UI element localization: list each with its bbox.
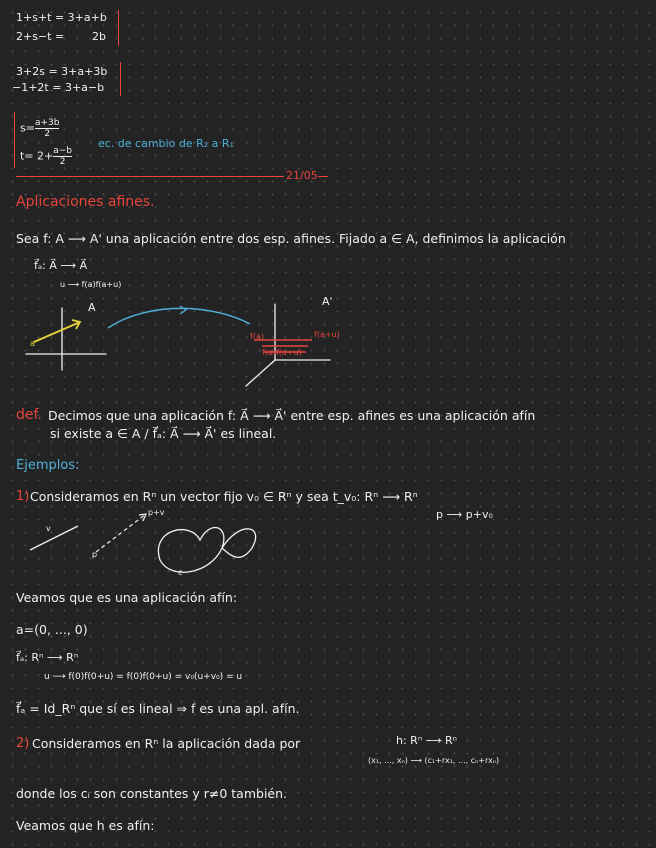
equation-2-rhs: 2b [92, 30, 106, 43]
examples-title: Ejemplos: [16, 458, 80, 473]
t-lhs: t= 2+ [20, 149, 54, 163]
fig-label-pv: p+v [148, 508, 165, 517]
t-denominator: 2 [59, 157, 66, 167]
map-rule: u ⟶ f(a)f(a+u) [60, 280, 122, 289]
section-title: Aplicaciones afines. [16, 194, 155, 210]
label-fau: f(a+u) [314, 330, 340, 339]
example-1-map: p ⟶ p+v₀ [436, 508, 493, 521]
definition-line-1: Decimos que una aplicación f: A⃗ ⟶ A⃗' entre esp. afines es una aplicación afín [48, 408, 536, 423]
example-1-text: Consideramos en Rⁿ un vector fijo v₀ ∈ Rⁿ y sea t_v₀: Rⁿ ⟶ Rⁿ [30, 489, 418, 504]
equation-3: 3+2s = 3+a+3b [16, 65, 108, 78]
example-1-number: 1) [16, 489, 30, 504]
blob-shape [158, 528, 255, 573]
vector-v-arrow [30, 526, 78, 550]
label-fa: f(a) [250, 332, 264, 341]
example-1-conclusion: f⃗ₐ = Id_Rⁿ que sí es lineal ⇒ f es una apl. afín. [16, 701, 300, 716]
label-A-prime: A' [322, 295, 333, 308]
h-mapping: (x₁, ..., xₙ) ⟶ (c₁+rx₁, ..., cₙ+rxₙ) [368, 756, 500, 765]
verify-text-1: Veamos que es una aplicación afín: [16, 590, 238, 605]
equation-2: 2+s−t = [16, 30, 65, 43]
example-2-where: donde los cᵢ son constantes y r≠0 también. [16, 786, 288, 801]
fig-label-c: c [178, 568, 183, 577]
label-a: a [30, 339, 35, 348]
change-note: ec. de cambio de R₂ a R₁ [98, 137, 234, 150]
equation-1: 1+s+t = 3+a+b [16, 11, 107, 24]
example-2-number: 2) [16, 736, 30, 751]
example-2-text: Consideramos en Rⁿ la aplicación dada por [32, 736, 301, 751]
definition-tag: def. [16, 407, 42, 423]
example-1-map-def: f⃗ₐ: Rⁿ ⟶ Rⁿ [16, 651, 79, 664]
definition-line-2: si existe a ∈ A / f⃗ₐ: A⃗ ⟶ A⃗' es lineal. [50, 426, 277, 441]
fig-label-p: p [92, 550, 98, 559]
verify-text-2: Veamos que h es afín: [16, 818, 155, 833]
s-lhs: s= [20, 121, 35, 135]
label-A: A [88, 301, 96, 314]
s-numerator: a+3b [34, 118, 60, 128]
translation-dashed-arrow [96, 514, 146, 552]
map-definition: f⃗ₐ: A⃗ ⟶ A⃗ [34, 259, 88, 272]
h-definition: h: Rⁿ ⟶ Rⁿ [396, 734, 457, 747]
label-vector: f(a)f(a+u) [262, 348, 302, 357]
equation-4: −1+2t = 3+a−b [12, 81, 105, 94]
translation-arrowhead [139, 514, 146, 521]
example-1-map-rule: u ⟶ f(0)f(0+u) = f(0)f(0+u) = v₀(u+v₀) = u [44, 672, 243, 682]
fig-label-v: v [46, 524, 51, 533]
t-numerator: a−b [53, 146, 73, 156]
a-zero: a=(0, ..., 0) [16, 622, 88, 637]
date-marker: 21/05 [286, 169, 318, 182]
intro-text: Sea f: A ⟶ A' una aplicación entre dos esp. afines. Fijado a ∈ A, definimos la aplicación [16, 231, 566, 246]
s-denominator: 2 [44, 129, 51, 139]
